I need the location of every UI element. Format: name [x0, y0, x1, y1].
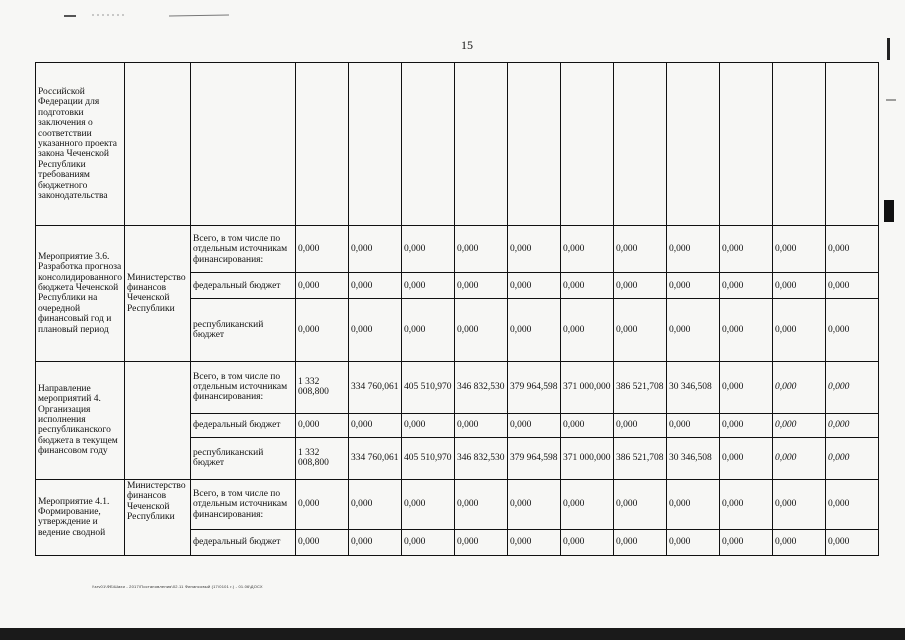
empty-cell [125, 63, 191, 226]
value-cell: 0,000 [773, 529, 826, 555]
empty-cell [561, 63, 614, 226]
value-cell: 0,000 [720, 529, 773, 555]
direction-name-cell: Направление мероприятий 4. Организация исполнения республиканского бюджета в текущем финансовом году [36, 361, 125, 479]
value-cell: 0,000 [720, 226, 773, 273]
value-cell: 405 510,970 [402, 361, 455, 413]
value-cell: 0,000 [826, 529, 879, 555]
value-cell: 371 000,000 [561, 437, 614, 479]
value-cell: 0,000 [508, 273, 561, 299]
value-cell: 0,000 [614, 299, 667, 361]
measure-name-cell: Мероприятие 4.1. Формирование, утверждение и ведение сводной [36, 479, 125, 555]
value-cell: 0,000 [402, 273, 455, 299]
value-cell: 0,000 [402, 226, 455, 273]
value-cell: 0,000 [349, 273, 402, 299]
value-cell: 30 346,508 [667, 361, 720, 413]
value-cell: 0,000 [826, 299, 879, 361]
executor-cell: Министерство финансов Чеченской Республики [125, 226, 191, 361]
value-cell: 0,000 [826, 361, 879, 413]
value-cell: 0,000 [720, 479, 773, 529]
value-cell: 0,000 [773, 299, 826, 361]
value-cell: 0,000 [720, 361, 773, 413]
funding-source-cell: республиканский бюджет [191, 437, 296, 479]
value-cell: 0,000 [773, 437, 826, 479]
funding-source-cell: федеральный бюджет [191, 273, 296, 299]
table-row [36, 226, 879, 273]
value-cell: 371 000,000 [561, 361, 614, 413]
value-cell: 0,000 [296, 529, 349, 555]
value-cell: 379 964,598 [508, 361, 561, 413]
table-row [36, 63, 879, 226]
value-cell: 0,000 [773, 413, 826, 437]
value-cell: 0,000 [455, 299, 508, 361]
value-cell: 0,000 [296, 299, 349, 361]
value-cell: 0,000 [667, 529, 720, 555]
executor-cell: Министерство финансов Чеченской Республики [125, 479, 191, 555]
value-cell: 0,000 [402, 529, 455, 555]
value-cell: 0,000 [667, 299, 720, 361]
value-cell: 0,000 [402, 413, 455, 437]
empty-cell [455, 63, 508, 226]
value-cell: 346 832,530 [455, 437, 508, 479]
value-cell: 0,000 [773, 361, 826, 413]
table-row [36, 479, 879, 529]
measure-name-cell: Российской Федерации для подготовки заключения о соответствии указанного проекта закона Чеченской Республики требованиям бюджетного законодательства [36, 63, 125, 226]
value-cell: 0,000 [773, 273, 826, 299]
value-cell: 386 521,708 [614, 437, 667, 479]
value-cell: 0,000 [349, 529, 402, 555]
value-cell: 0,000 [614, 413, 667, 437]
value-cell: 0,000 [614, 529, 667, 555]
funding-source-cell: Всего, в том числе по отдельным источникам финансирования: [191, 226, 296, 273]
scan-artifact-top [64, 12, 234, 18]
value-cell: 0,000 [667, 413, 720, 437]
value-cell: 0,000 [508, 529, 561, 555]
value-cell: 0,000 [720, 437, 773, 479]
value-cell: 0,000 [561, 413, 614, 437]
value-cell: 0,000 [773, 226, 826, 273]
value-cell: 0,000 [349, 479, 402, 529]
value-cell: 0,000 [349, 413, 402, 437]
funding-source-cell: Всего, в том числе по отдельным источникам финансирования: [191, 479, 296, 529]
empty-cell [720, 63, 773, 226]
value-cell: 0,000 [667, 273, 720, 299]
value-cell: 0,000 [720, 413, 773, 437]
value-cell: 0,000 [402, 299, 455, 361]
value-cell: 1 332 008,800 [296, 437, 349, 479]
empty-cell [191, 63, 296, 226]
measure-name-cell: Мероприятие 3.6. Разработка прогноза консолидированного бюджета Чеченской Республики на очередной финансовый год и плановый период [36, 226, 125, 361]
empty-cell [508, 63, 561, 226]
value-cell: 0,000 [349, 226, 402, 273]
value-cell: 0,000 [561, 299, 614, 361]
value-cell: 0,000 [826, 273, 879, 299]
value-cell: 30 346,508 [667, 437, 720, 479]
empty-cell [773, 63, 826, 226]
value-cell: 405 510,970 [402, 437, 455, 479]
value-cell: 0,000 [296, 273, 349, 299]
value-cell: 0,000 [667, 479, 720, 529]
value-cell: 0,000 [508, 226, 561, 273]
value-cell: 334 760,061 [349, 437, 402, 479]
value-cell: 0,000 [296, 413, 349, 437]
funding-source-cell: федеральный бюджет [191, 529, 296, 555]
value-cell: 0,000 [614, 479, 667, 529]
empty-cell [402, 63, 455, 226]
funding-source-cell: республиканский бюджет [191, 299, 296, 361]
table-row [36, 361, 879, 413]
executor-cell [125, 361, 191, 479]
value-cell: 0,000 [826, 479, 879, 529]
budget-table [35, 62, 879, 556]
value-cell: 0,000 [455, 529, 508, 555]
value-cell: 0,000 [826, 413, 879, 437]
value-cell: 1 332 008,800 [296, 361, 349, 413]
empty-cell [826, 63, 879, 226]
value-cell: 0,000 [455, 479, 508, 529]
value-cell: 346 832,530 [455, 361, 508, 413]
value-cell: 0,000 [455, 226, 508, 273]
funding-source-cell: Всего, в том числе по отдельным источникам финансирования: [191, 361, 296, 413]
value-cell: 0,000 [773, 479, 826, 529]
value-cell: 379 964,598 [508, 437, 561, 479]
scan-edge-bar [0, 628, 905, 640]
value-cell: 0,000 [508, 299, 561, 361]
empty-cell [667, 63, 720, 226]
empty-cell [296, 63, 349, 226]
file-path-footer: \\srv01\ФБ\Шахи - 2017\Постановления\02.11 Финансовый (17/0101 г.) - 01.06\ДОСХ [92, 584, 263, 589]
value-cell: 0,000 [561, 529, 614, 555]
value-cell: 0,000 [561, 226, 614, 273]
value-cell: 0,000 [826, 226, 879, 273]
empty-cell [349, 63, 402, 226]
empty-cell [614, 63, 667, 226]
value-cell: 0,000 [614, 273, 667, 299]
value-cell: 0,000 [296, 226, 349, 273]
value-cell: 334 760,061 [349, 361, 402, 413]
value-cell: 0,000 [296, 479, 349, 529]
value-cell: 0,000 [826, 437, 879, 479]
value-cell: 0,000 [349, 299, 402, 361]
value-cell: 0,000 [720, 273, 773, 299]
page-number: 15 [461, 38, 473, 52]
value-cell: 0,000 [561, 273, 614, 299]
scan-artifact-right [880, 20, 900, 240]
value-cell: 0,000 [455, 273, 508, 299]
value-cell: 0,000 [614, 226, 667, 273]
value-cell: 0,000 [508, 479, 561, 529]
value-cell: 0,000 [455, 413, 508, 437]
value-cell: 0,000 [720, 299, 773, 361]
value-cell: 386 521,708 [614, 361, 667, 413]
value-cell: 0,000 [667, 226, 720, 273]
funding-source-cell: федеральный бюджет [191, 413, 296, 437]
value-cell: 0,000 [402, 479, 455, 529]
value-cell: 0,000 [561, 479, 614, 529]
value-cell: 0,000 [508, 413, 561, 437]
